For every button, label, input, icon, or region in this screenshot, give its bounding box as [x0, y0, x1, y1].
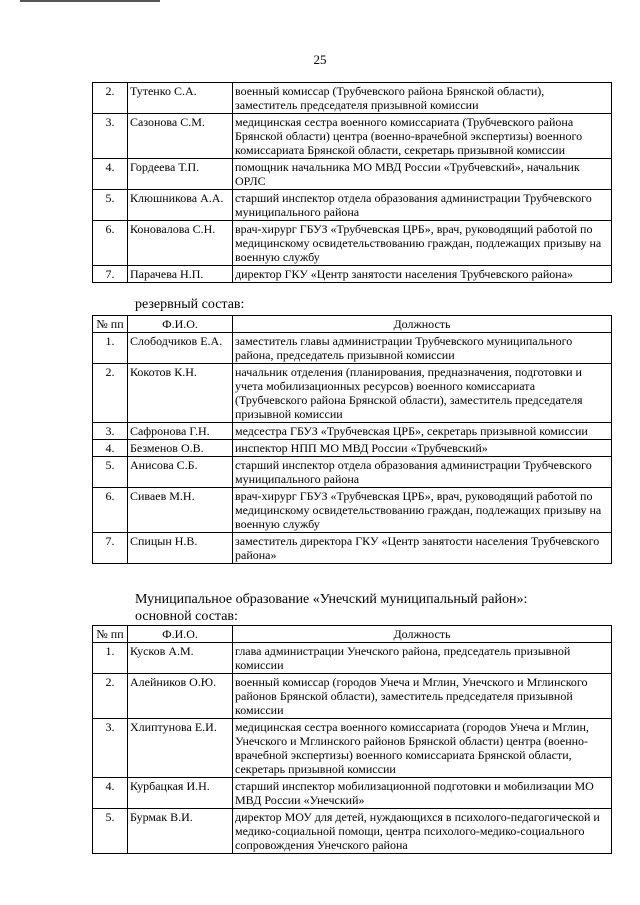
row-number: 1. [93, 643, 128, 674]
table-row [93, 533, 612, 564]
member-position: медсестра ГБУЗ «Трубчевская ЦРБ», секретарь призывной комиссии [233, 423, 612, 440]
table-row [93, 457, 612, 488]
row-number: 3. [93, 423, 128, 440]
member-name: Бурмак В.И. [128, 809, 233, 854]
member-position: медицинская сестра военного комиссариата (Трубчевского района Брянской области) центра (военно-врачебной экспертизы) военного комиссариата Брянской области, секретарь призывной комиссии [233, 114, 612, 159]
header-number: № пп [93, 626, 128, 643]
member-name: Кусков А.М. [128, 643, 233, 674]
table-row [93, 423, 612, 440]
member-position: заместитель главы администрации Трубчевского муниципального района, председатель призывной комиссии [233, 333, 612, 364]
row-number: 5. [93, 457, 128, 488]
member-position: помощник начальника МО МВД России «Трубчевский», начальник ОРЛС [233, 159, 612, 190]
row-number: 3. [93, 719, 128, 778]
reserve-composition-table [92, 315, 612, 564]
member-name: Парачева Н.П. [128, 266, 233, 283]
top-edge-line [20, 0, 160, 2]
member-name: Безменов О.В. [128, 440, 233, 457]
header-position: Должность [233, 316, 612, 333]
row-number: 4. [93, 159, 128, 190]
member-position: военный комиссар (городов Унеча и Мглин, Унечского и Мглинского районов Брянской области), заместитель председателя призывной комиссии [233, 674, 612, 719]
row-number: 2. [93, 364, 128, 423]
table-row [93, 221, 612, 266]
member-position: начальник отделения (планирования, предназначения, подготовки и учета мобилизационных ресурсов) военного комиссариата (Трубчевского района Брянской области), заместитель председателя призывной комиссии [233, 364, 612, 423]
table-row [93, 190, 612, 221]
member-name: Сазонова С.М. [128, 114, 233, 159]
member-name: Курбацкая И.Н. [128, 778, 233, 809]
table-header-row [93, 626, 612, 643]
table-body [93, 643, 612, 854]
member-position: военный комиссар (Трубчевского района Брянской области), заместитель председателя призывной комиссии [233, 83, 612, 114]
table-row [93, 266, 612, 283]
table-row [93, 114, 612, 159]
member-position: старший инспектор отдела образования администрации Трубчевского муниципального района [233, 190, 612, 221]
table-row [93, 674, 612, 719]
table-row [93, 719, 612, 778]
member-name: Гордеева Т.П. [128, 159, 233, 190]
member-position: заместитель директора ГКУ «Центр занятости населения Трубчевского района» [233, 533, 612, 564]
row-number: 6. [93, 488, 128, 533]
table-row [93, 333, 612, 364]
municipality-heading: Муниципальное образование «Унечский муниципальный район»: [135, 592, 528, 607]
table-row [93, 364, 612, 423]
member-position: глава администрации Унечского района, председатель призывной комиссии [233, 643, 612, 674]
reserve-composition-caption: резервный состав: [135, 297, 245, 312]
table-row [93, 809, 612, 854]
row-number: 4. [93, 778, 128, 809]
header-name: Ф.И.О. [128, 316, 233, 333]
member-name: Слободчиков Е.А. [128, 333, 233, 364]
member-name: Хлиптунова Е.И. [128, 719, 233, 778]
member-name: Коновалова С.Н. [128, 221, 233, 266]
member-name: Кокотов К.Н. [128, 364, 233, 423]
main-composition-table-continued [92, 82, 612, 283]
header-number: № пп [93, 316, 128, 333]
row-number: 2. [93, 674, 128, 719]
table-row [93, 778, 612, 809]
table-body [93, 333, 612, 564]
member-name: Спицын Н.В. [128, 533, 233, 564]
row-number: 3. [93, 114, 128, 159]
member-position: директор ГКУ «Центр занятости населения Трубчевского района» [233, 266, 612, 283]
table-header-row [93, 316, 612, 333]
row-number: 4. [93, 440, 128, 457]
main-composition-caption: основной состав: [135, 609, 238, 624]
row-number: 5. [93, 809, 128, 854]
table-row [93, 440, 612, 457]
header-position: Должность [233, 626, 612, 643]
page-number: 25 [313, 52, 327, 67]
table-body [93, 83, 612, 283]
row-number: 7. [93, 533, 128, 564]
member-position: медицинская сестра военного комиссариата (городов Унеча и Мглин, Унечского и Мглинского районов Брянской области) центра (военно-врачебной экспертизы) военного комиссариата Брянской области, секретарь призывной комиссии [233, 719, 612, 778]
table-row [93, 488, 612, 533]
row-number: 5. [93, 190, 128, 221]
row-number: 2. [93, 83, 128, 114]
member-name: Анисова С.Б. [128, 457, 233, 488]
member-position: директор МОУ для детей, нуждающихся в психолого-педагогической и медико-социальной помощи, центра психолого-медико-социального сопровождения Унечского района [233, 809, 612, 854]
member-position: инспектор НПП МО МВД России «Трубчевский» [233, 440, 612, 457]
member-name: Сиваев М.Н. [128, 488, 233, 533]
member-name: Тутенко С.А. [128, 83, 233, 114]
row-number: 1. [93, 333, 128, 364]
member-name: Клюшникова А.А. [128, 190, 233, 221]
table-row [93, 159, 612, 190]
table-row [93, 83, 612, 114]
header-name: Ф.И.О. [128, 626, 233, 643]
table-row [93, 643, 612, 674]
member-name: Алейников О.Ю. [128, 674, 233, 719]
member-position: старший инспектор отдела образования администрации Трубчевского муниципального района [233, 457, 612, 488]
unecha-main-composition-table [92, 625, 612, 854]
row-number: 6. [93, 221, 128, 266]
member-position: врач-хирург ГБУЗ «Трубчевская ЦРБ», врач, руководящий работой по медицинскому освидетельствованию граждан, подлежащих призыву на военную службу [233, 488, 612, 533]
member-name: Сафронова Г.Н. [128, 423, 233, 440]
member-position: врач-хирург ГБУЗ «Трубчевская ЦРБ», врач, руководящий работой по медицинскому освидетельствованию граждан, подлежащих призыву на военную службу [233, 221, 612, 266]
member-position: старший инспектор мобилизационной подготовки и мобилизации МО МВД России «Унечский» [233, 778, 612, 809]
row-number: 7. [93, 266, 128, 283]
